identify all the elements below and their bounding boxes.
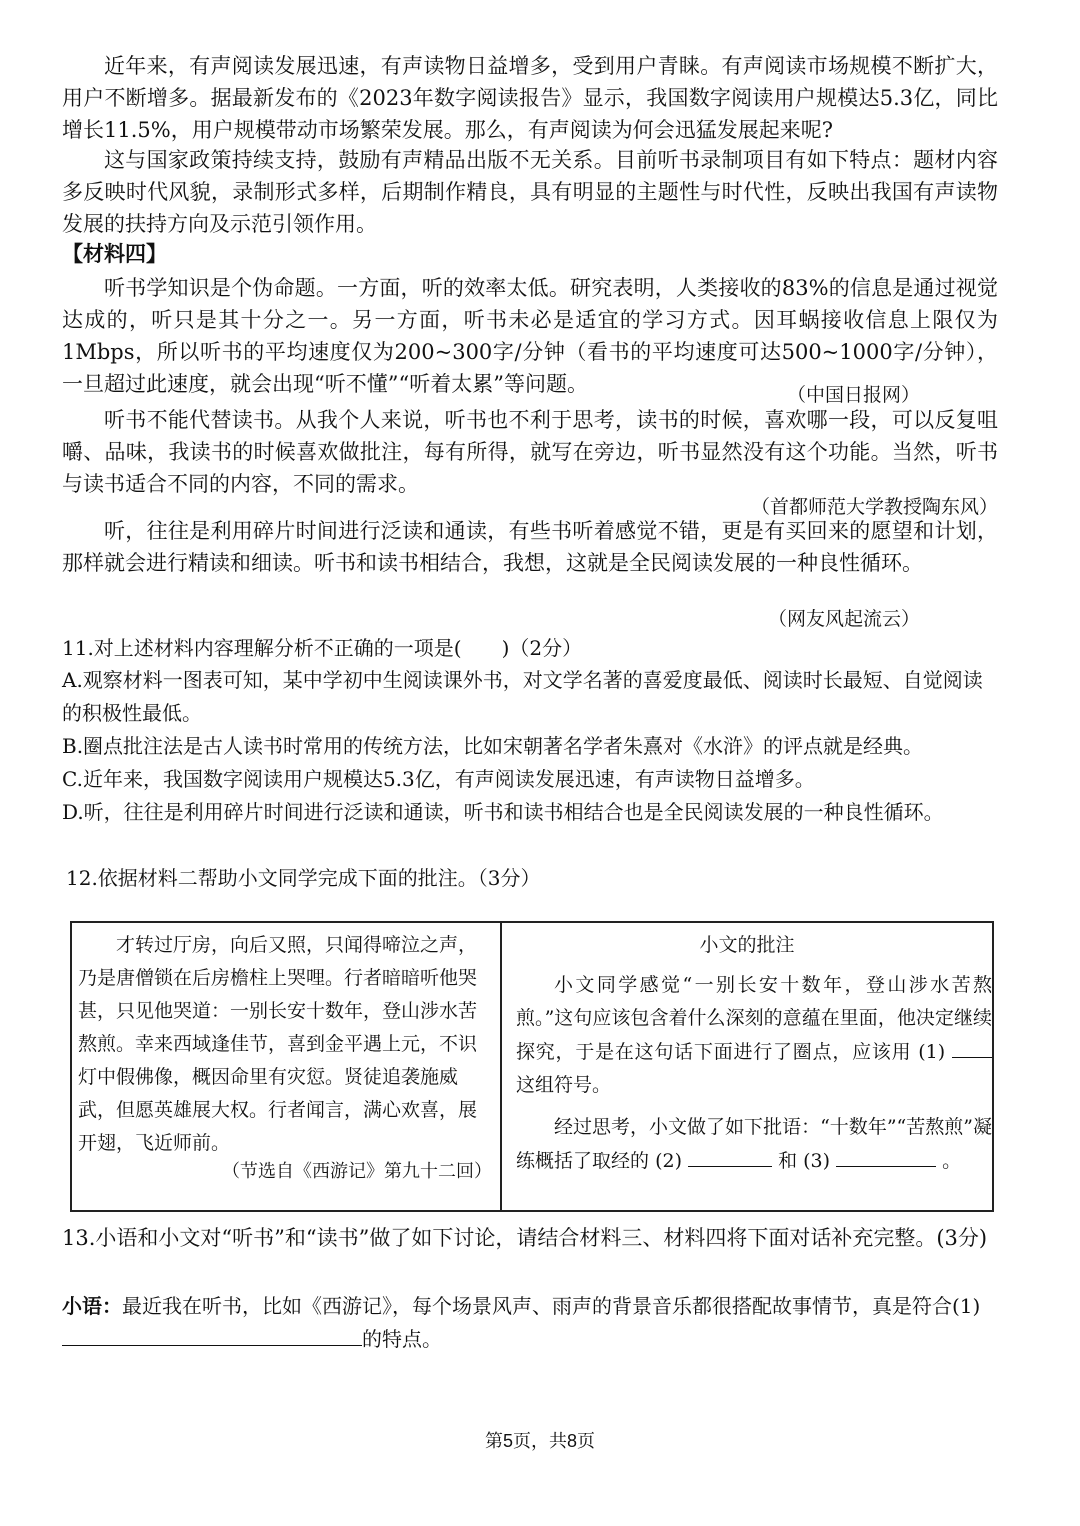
question-11-option-b: B.圈点批注法是古人读书时常用的传统方法，比如宋朝著名学者朱熹对《水浒》的评点就是经典。 [62, 734, 924, 758]
material4-heading: 【材料四】 [62, 241, 167, 266]
q13-blank-1-label: (1) [952, 1294, 981, 1318]
question-13-stem: 13.小语和小文对“听书”和“读书”做了如下讨论，请结合材料三、材料四将下面对话补充完整。(3分) [62, 1226, 988, 1250]
xiyouji-passage: 才转过厅房，向后又照，只闻得啼泣之声，乃是唐僧锁在后房檐柱上哭哩。行者暗暗听他哭甚，只见他哭道：一别长安十数年，登山涉水苦熬煎。幸来西域逢佳节，喜到金平遇上元，不识灯中假佛像，概因命里有灾愆。贤徒追袭施威武，但愿英雄展大权。行者闻言，满心欢喜，展开翅，飞近师前。 [78, 934, 478, 1154]
question-11-option-c: C.近年来，我国数字阅读用户规模达5.3亿，有声阅读发展迅速，有声读物日益增多。 [62, 767, 815, 791]
annotation-paragraph-1 [516, 969, 992, 1102]
material3-paragraph-1: 近年来，有声阅读发展迅速，有声读物日益增多，受到用户青睐。有声阅读市场规模不断扩大，用户不断增多。据最新发布的《2023年数字阅读报告》显示，我国数字阅读用户规模达5.3亿，同比增长11.5%，用户规模带动市场繁荣发展。那么，有声阅读为何会迅猛发展起来呢? [62, 54, 998, 142]
annotation-text-1: 小文同学感觉“一别长安十数年，登山涉水苦熬煎。”这句应该包含着什么深刻的意蕴在里面，他决定继续探究，于是在这句话下面进行了圈点，应该用 [516, 974, 992, 1063]
question-12-stem: 12.依据材料二帮助小文同学完成下面的批注。（3分） [66, 866, 541, 890]
material4-source-2: （首都师范大学教授陶东风） [750, 496, 998, 518]
question-11-stem: 11.对上述材料内容理解分析不正确的一项是( )（2分） [62, 636, 583, 660]
blank-3-line[interactable] [836, 1144, 936, 1167]
annotation-table [70, 921, 994, 1212]
annotation-text-2: 经过思考，小文做了如下批语：“十数年”“苦熬煎”凝练概括了取经的 [516, 1116, 992, 1172]
annotation-cell [502, 923, 992, 1210]
q13-blank-1-line[interactable] [62, 1323, 362, 1346]
question-11-option-d: D.听，往往是利用碎片时间进行泛读和通读，听书和读书相结合也是全民阅读发展的一种良性循环。 [62, 800, 944, 824]
material4-paragraph-1: 听书学知识是个伪命题。一方面，听的效率太低。研究表明，人类接收的83%的信息是通过视觉达成的，听只是其十分之一。另一方面，听书未必是适宜的学习方式。因耳蜗接收信息上限仅为1Mbps，所以听书的平均速度仅为200~300字/分钟（看书的平均速度可达500~1000字/分钟），一旦超过此速度，就会出现“听不懂”“听着太累”等问题。 [62, 276, 998, 396]
page-footer: 第5页，共8页 [484, 1431, 596, 1451]
dialogue-text: 最近我在听书，比如《西游记》，每个场景风声、雨声的背景音乐都很搭配故事情节，真是符合 [122, 1294, 952, 1318]
material4-source-1: （中国日报网） [786, 384, 920, 406]
blank-1-line[interactable] [952, 1035, 992, 1058]
blank-3-label: (3) [803, 1150, 831, 1172]
blank-2-line[interactable] [688, 1144, 772, 1167]
passage-source: （节选自《西游记》第九十二回） [222, 1161, 492, 1182]
material4-paragraph-2: 听书不能代替读书。从我个人来说，听书也不利于思考，读书的时候，喜欢哪一段，可以反复咀嚼、品味，我读书的时候喜欢做批注，每有所得，就写在旁边，听书显然没有这个功能。当然，听书与读书适合不同的内容，不同的需求。 [62, 408, 998, 496]
blank-2-label: (2) [655, 1150, 682, 1172]
end-mark: 。 [942, 1150, 962, 1172]
dialogue-end: 的特点。 [362, 1327, 442, 1351]
passage-cell [72, 923, 500, 1210]
material4-paragraph-3: 听，往往是利用碎片时间进行泛读和通读，有些书听着感觉不错，更是有买回来的愿望和计划，那样就会进行精读和细读。听书和读书相结合，我想，这就是全民阅读发展的一种良性循环。 [62, 519, 998, 575]
annotation-title: 小文的批注 [699, 934, 795, 956]
question-11-option-a: A.观察材料一图表可知，某中学初中生阅读课外书，对文学名著的喜爱度最低、阅读时长最短、自觉阅读的积极性最低。 [62, 668, 983, 725]
annotation-paragraph-2 [516, 1111, 992, 1178]
question-13-dialogue [62, 1290, 998, 1356]
material3-paragraph-2: 这与国家政策持续支持，鼓励有声精品出版不无关系。目前听书录制项目有如下特点：题材内容多反映时代风貌，录制形式多样，后期制作精良，具有明显的主题性与时代性，反映出我国有声读物发展的扶持方向及示范引领作用。 [62, 148, 998, 236]
annotation-text-1-end: 这组符号。 [516, 1074, 612, 1096]
speaker-label: 小语： [62, 1294, 122, 1318]
material4-source-3: （网友风起流云） [767, 608, 920, 630]
and-text: 和 [778, 1150, 798, 1172]
blank-1-label: (1) [918, 1041, 946, 1063]
